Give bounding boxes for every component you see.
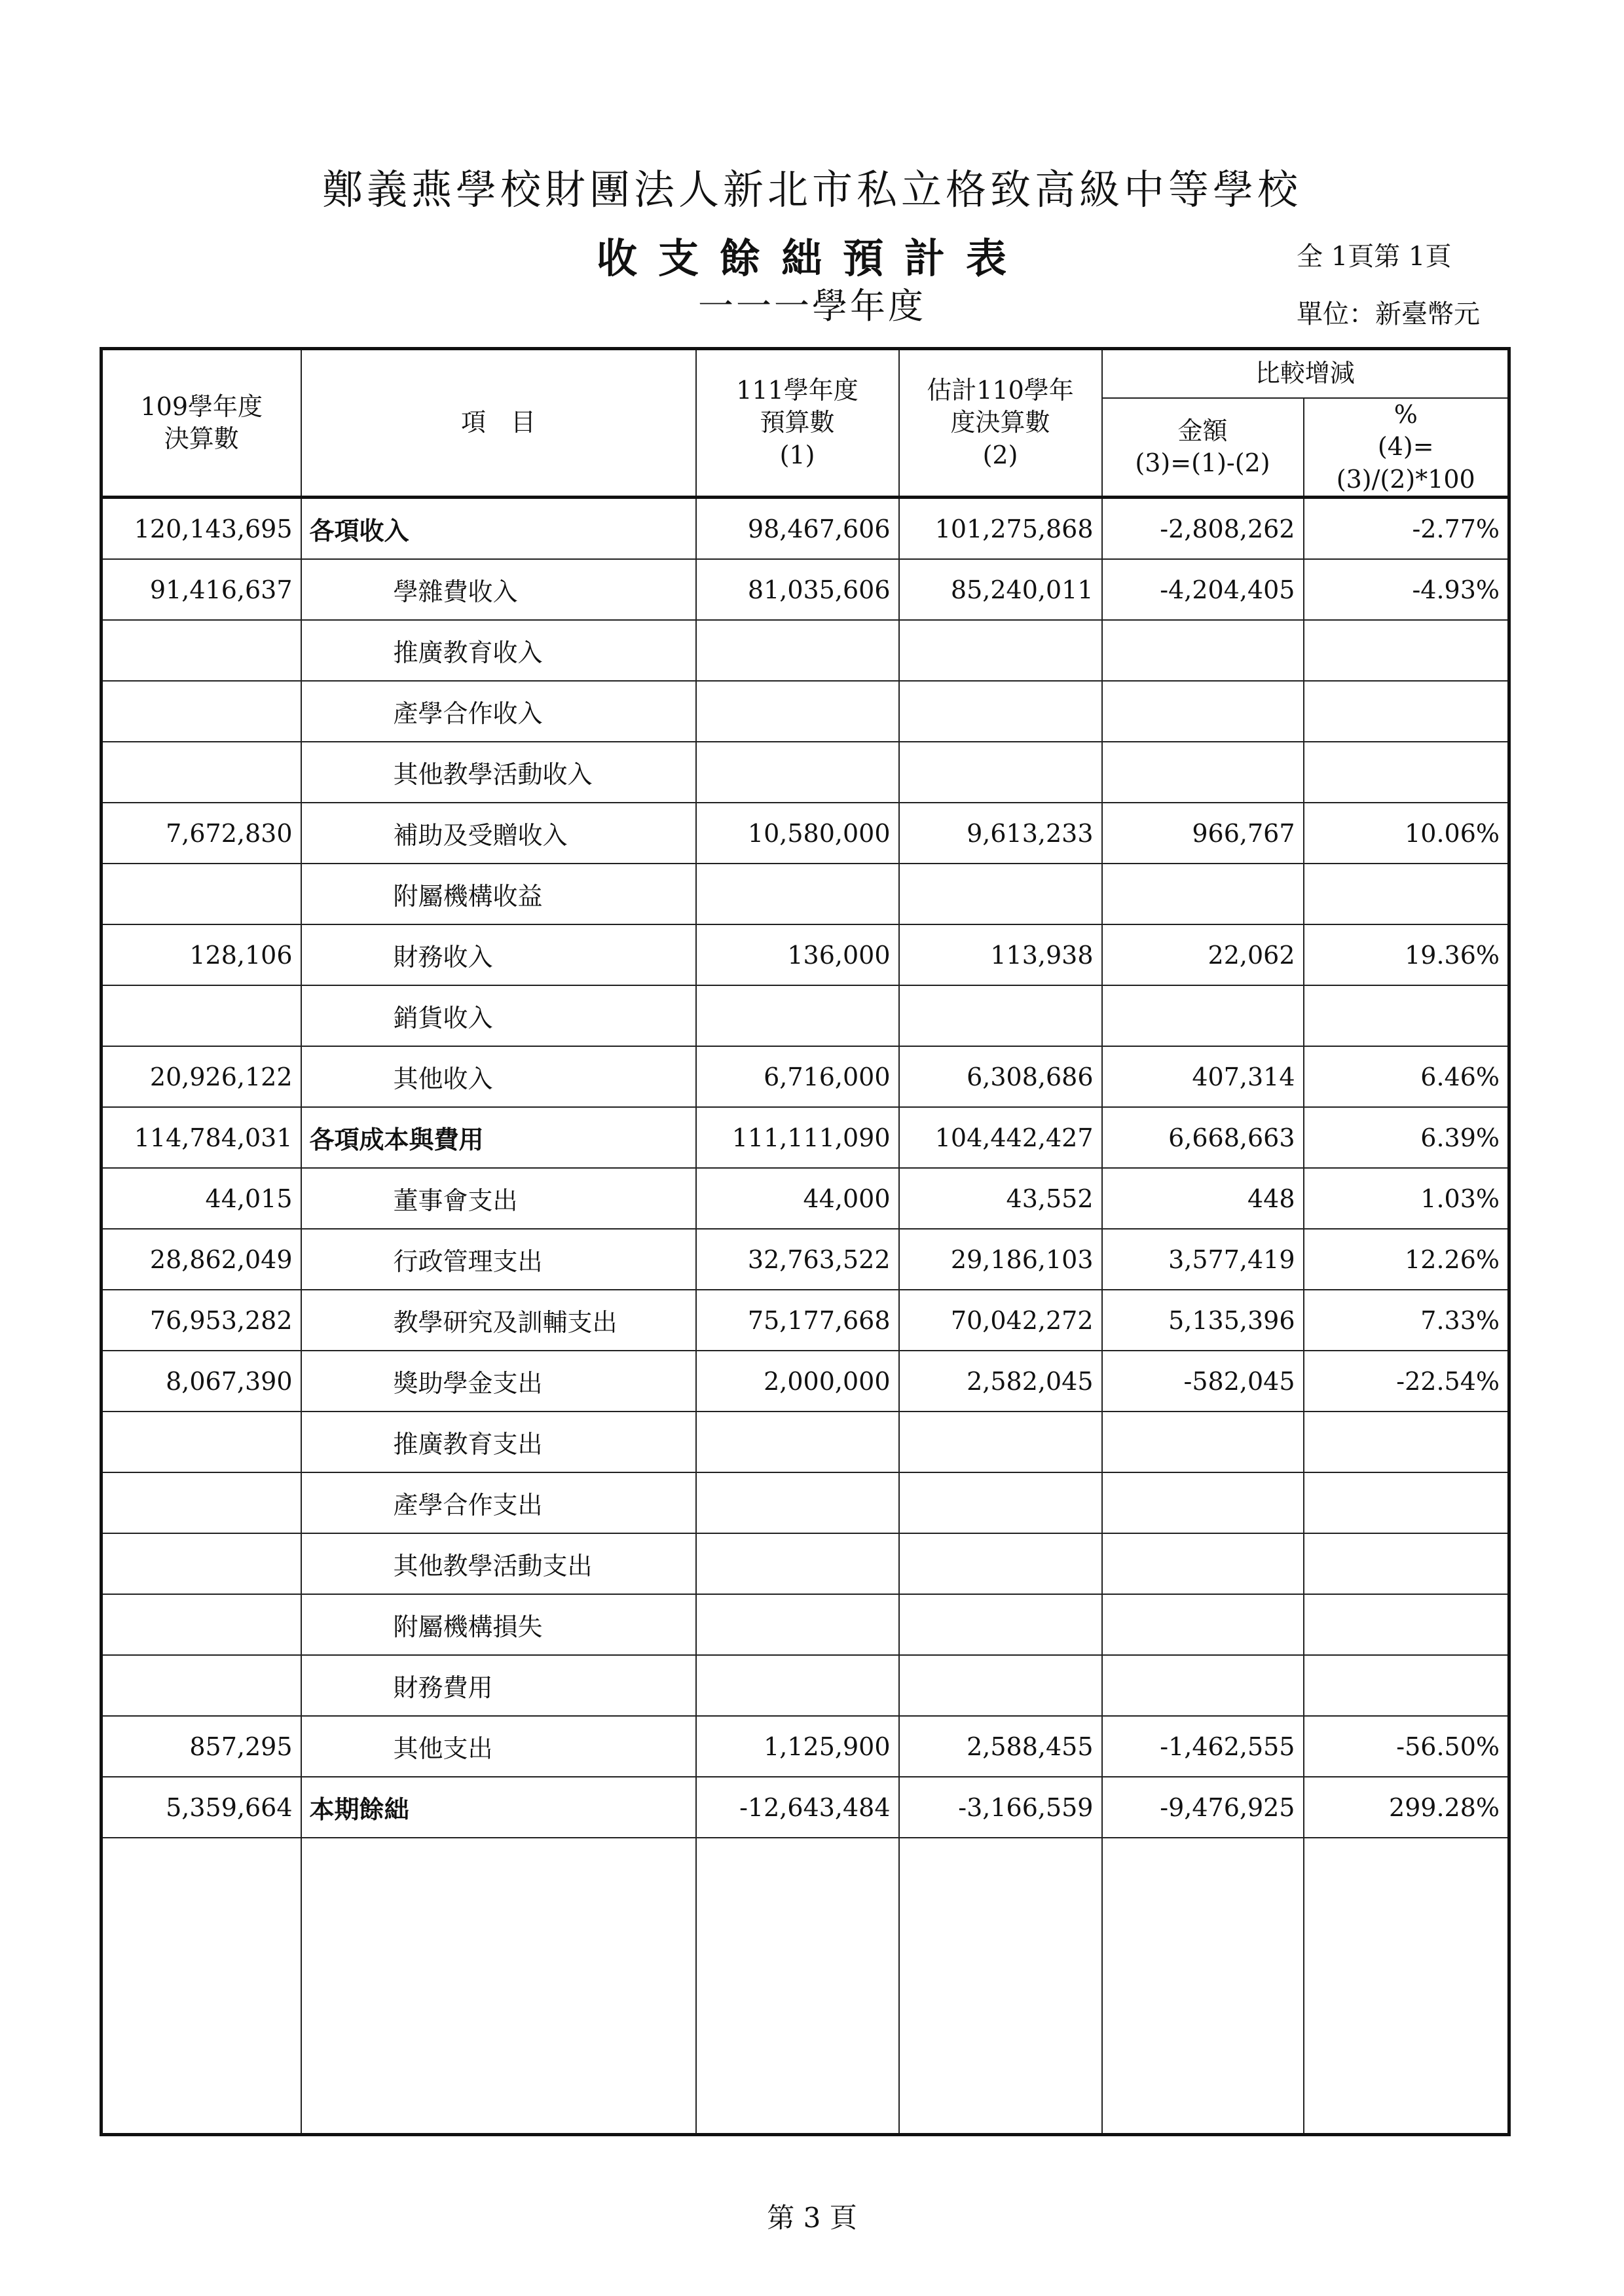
cell-budget: 32,763,522 xyxy=(696,1229,899,1290)
cell-prev-year-actual: 76,953,282 xyxy=(101,1290,301,1351)
cell-prev-year-actual xyxy=(101,1412,301,1472)
cell-budget xyxy=(696,1594,899,1655)
cell-change-percent xyxy=(1304,742,1509,803)
cell-change-amount xyxy=(1102,681,1304,742)
table-row xyxy=(101,1472,1509,1533)
header-amount: 金額 (3)=(1)-(2) xyxy=(1102,398,1304,498)
cell-estimate xyxy=(899,1655,1102,1716)
cell-estimate: 43,552 xyxy=(899,1168,1102,1229)
cell-prev-year-actual xyxy=(101,1655,301,1716)
cell-estimate: -3,166,559 xyxy=(899,1777,1102,1838)
cell-budget: 98,467,606 xyxy=(696,498,899,560)
cell-budget: -12,643,484 xyxy=(696,1777,899,1838)
cell-change-percent xyxy=(1304,620,1509,681)
cell-change-amount: -1,462,555 xyxy=(1102,1716,1304,1777)
table-row xyxy=(101,1351,1509,1412)
cell-change-amount xyxy=(1102,1594,1304,1655)
page-indicator: 全 1頁第 1頁 xyxy=(1297,242,1452,272)
cell-budget xyxy=(696,1472,899,1533)
cell-item: 其他教學活動收入 xyxy=(301,742,696,803)
cell-change-percent xyxy=(1304,985,1509,1046)
empty-cell xyxy=(1102,1838,1304,2135)
cell-estimate: 85,240,011 xyxy=(899,559,1102,620)
cell-item: 附屬機構收益 xyxy=(301,864,696,924)
cell-change-amount: 448 xyxy=(1102,1168,1304,1229)
cell-change-amount: -582,045 xyxy=(1102,1351,1304,1412)
header-prev-year-actual: 109學年度 決算數 xyxy=(101,349,301,498)
cell-prev-year-actual xyxy=(101,985,301,1046)
cell-budget xyxy=(696,985,899,1046)
cell-estimate xyxy=(899,1594,1102,1655)
cell-change-percent xyxy=(1304,1594,1509,1655)
cell-estimate: 113,938 xyxy=(899,924,1102,985)
cell-change-percent xyxy=(1304,1655,1509,1716)
table-header xyxy=(101,349,1509,498)
cell-change-amount: -2,808,262 xyxy=(1102,498,1304,560)
budget-table xyxy=(100,347,1511,2136)
table-row xyxy=(101,1046,1509,1107)
cell-estimate: 101,275,868 xyxy=(899,498,1102,560)
cell-budget xyxy=(696,1533,899,1594)
header-estimate: 估計110學年 度決算數 (2) xyxy=(899,349,1102,498)
cell-estimate: 29,186,103 xyxy=(899,1229,1102,1290)
cell-item: 教學研究及訓輔支出 xyxy=(301,1290,696,1351)
empty-cell xyxy=(101,1838,301,2135)
cell-change-amount: 407,314 xyxy=(1102,1046,1304,1107)
header-percent: % (4)=(3)/(2)*100 xyxy=(1304,398,1509,498)
cell-change-percent: 19.36% xyxy=(1304,924,1509,985)
table-row xyxy=(101,681,1509,742)
cell-item: 其他教學活動支出 xyxy=(301,1533,696,1594)
cell-estimate xyxy=(899,1533,1102,1594)
cell-prev-year-actual: 28,862,049 xyxy=(101,1229,301,1290)
cell-estimate: 9,613,233 xyxy=(899,803,1102,864)
table-row xyxy=(101,1655,1509,1716)
cell-change-amount xyxy=(1102,985,1304,1046)
table-row xyxy=(101,1777,1509,1838)
cell-item: 其他支出 xyxy=(301,1716,696,1777)
cell-estimate xyxy=(899,742,1102,803)
cell-item: 各項收入 xyxy=(301,498,696,560)
cell-change-percent xyxy=(1304,1533,1509,1594)
table-row xyxy=(101,1533,1509,1594)
cell-change-amount: 966,767 xyxy=(1102,803,1304,864)
table-row xyxy=(101,1168,1509,1229)
cell-change-percent xyxy=(1304,681,1509,742)
cell-item: 推廣教育收入 xyxy=(301,620,696,681)
cell-budget xyxy=(696,1655,899,1716)
table-row xyxy=(101,498,1509,560)
cell-item: 財務收入 xyxy=(301,924,696,985)
cell-item: 補助及受贈收入 xyxy=(301,803,696,864)
cell-prev-year-actual xyxy=(101,742,301,803)
currency-unit-label: 單位：新臺幣元 xyxy=(1297,299,1480,329)
cell-prev-year-actual: 128,106 xyxy=(101,924,301,985)
table-row xyxy=(101,1412,1509,1472)
cell-change-amount xyxy=(1102,1412,1304,1472)
cell-item: 行政管理支出 xyxy=(301,1229,696,1290)
empty-cell xyxy=(301,1838,696,2135)
cell-item: 產學合作收入 xyxy=(301,681,696,742)
cell-prev-year-actual xyxy=(101,1472,301,1533)
cell-change-amount xyxy=(1102,742,1304,803)
cell-estimate xyxy=(899,864,1102,924)
cell-estimate: 2,582,045 xyxy=(899,1351,1102,1412)
table-row xyxy=(101,620,1509,681)
cell-prev-year-actual: 8,067,390 xyxy=(101,1351,301,1412)
report-title: 收支餘絀預計表 xyxy=(596,234,1027,282)
cell-change-percent xyxy=(1304,1472,1509,1533)
cell-budget xyxy=(696,681,899,742)
cell-estimate xyxy=(899,681,1102,742)
table-row xyxy=(101,559,1509,620)
fiscal-year-label: 一一一學年度 xyxy=(698,285,926,327)
header-budget: 111學年度 預算數 (1) xyxy=(696,349,899,498)
table-row xyxy=(101,1290,1509,1351)
cell-item: 各項成本與費用 xyxy=(301,1107,696,1168)
org-title: 鄭義燕學校財團法人新北市私立格致高級中等學校 xyxy=(322,166,1302,213)
cell-change-amount xyxy=(1102,1533,1304,1594)
cell-estimate: 70,042,272 xyxy=(899,1290,1102,1351)
table-row xyxy=(101,864,1509,924)
footer-page-number: 第 3 頁 xyxy=(767,2202,857,2234)
cell-budget: 111,111,090 xyxy=(696,1107,899,1168)
cell-item: 獎助學金支出 xyxy=(301,1351,696,1412)
cell-item: 財務費用 xyxy=(301,1655,696,1716)
cell-change-amount: -4,204,405 xyxy=(1102,559,1304,620)
cell-budget xyxy=(696,1412,899,1472)
cell-budget: 6,716,000 xyxy=(696,1046,899,1107)
cell-estimate xyxy=(899,620,1102,681)
cell-change-percent: 6.39% xyxy=(1304,1107,1509,1168)
cell-change-amount: 3,577,419 xyxy=(1102,1229,1304,1290)
cell-budget: 44,000 xyxy=(696,1168,899,1229)
cell-change-amount xyxy=(1102,1472,1304,1533)
cell-item: 銷貨收入 xyxy=(301,985,696,1046)
cell-budget xyxy=(696,742,899,803)
cell-estimate xyxy=(899,1472,1102,1533)
table-row xyxy=(101,924,1509,985)
cell-change-percent: 10.06% xyxy=(1304,803,1509,864)
cell-change-percent: 7.33% xyxy=(1304,1290,1509,1351)
cell-budget: 2,000,000 xyxy=(696,1351,899,1412)
cell-change-percent xyxy=(1304,1412,1509,1472)
cell-item: 推廣教育支出 xyxy=(301,1412,696,1472)
cell-prev-year-actual xyxy=(101,1594,301,1655)
cell-change-amount xyxy=(1102,864,1304,924)
cell-estimate: 6,308,686 xyxy=(899,1046,1102,1107)
cell-item: 學雜費收入 xyxy=(301,559,696,620)
cell-prev-year-actual: 120,143,695 xyxy=(101,498,301,560)
table-row xyxy=(101,985,1509,1046)
empty-cell xyxy=(899,1838,1102,2135)
cell-change-percent: -2.77% xyxy=(1304,498,1509,560)
header-compare: 比較增減 xyxy=(1102,349,1509,399)
cell-change-percent xyxy=(1304,864,1509,924)
cell-budget: 81,035,606 xyxy=(696,559,899,620)
cell-prev-year-actual: 5,359,664 xyxy=(101,1777,301,1838)
table-row xyxy=(101,742,1509,803)
table-row xyxy=(101,1107,1509,1168)
cell-budget: 75,177,668 xyxy=(696,1290,899,1351)
cell-estimate: 2,588,455 xyxy=(899,1716,1102,1777)
table-row-blank xyxy=(101,1838,1509,2135)
cell-estimate: 104,442,427 xyxy=(899,1107,1102,1168)
table-row xyxy=(101,803,1509,864)
cell-change-percent: 6.46% xyxy=(1304,1046,1509,1107)
cell-item: 董事會支出 xyxy=(301,1168,696,1229)
cell-change-percent: -22.54% xyxy=(1304,1351,1509,1412)
cell-change-amount xyxy=(1102,1655,1304,1716)
cell-budget xyxy=(696,620,899,681)
table-body xyxy=(101,498,1509,2135)
cell-change-percent: 1.03% xyxy=(1304,1168,1509,1229)
cell-item: 其他收入 xyxy=(301,1046,696,1107)
cell-prev-year-actual: 91,416,637 xyxy=(101,559,301,620)
header-item: 項 目 xyxy=(301,349,696,498)
table-row xyxy=(101,1229,1509,1290)
cell-prev-year-actual: 857,295 xyxy=(101,1716,301,1777)
cell-change-amount: 5,135,396 xyxy=(1102,1290,1304,1351)
cell-item: 附屬機構損失 xyxy=(301,1594,696,1655)
cell-change-percent: -56.50% xyxy=(1304,1716,1509,1777)
empty-cell xyxy=(696,1838,899,2135)
cell-change-amount xyxy=(1102,620,1304,681)
cell-change-percent: 299.28% xyxy=(1304,1777,1509,1838)
cell-change-percent: -4.93% xyxy=(1304,559,1509,620)
cell-prev-year-actual xyxy=(101,620,301,681)
cell-change-percent: 12.26% xyxy=(1304,1229,1509,1290)
cell-change-amount: -9,476,925 xyxy=(1102,1777,1304,1838)
cell-item: 產學合作支出 xyxy=(301,1472,696,1533)
empty-cell xyxy=(1304,1838,1509,2135)
cell-prev-year-actual: 7,672,830 xyxy=(101,803,301,864)
cell-estimate xyxy=(899,985,1102,1046)
cell-prev-year-actual: 20,926,122 xyxy=(101,1046,301,1107)
cell-change-amount: 6,668,663 xyxy=(1102,1107,1304,1168)
table-row xyxy=(101,1716,1509,1777)
cell-prev-year-actual: 114,784,031 xyxy=(101,1107,301,1168)
cell-prev-year-actual xyxy=(101,864,301,924)
cell-item: 本期餘絀 xyxy=(301,1777,696,1838)
cell-budget xyxy=(696,864,899,924)
cell-prev-year-actual: 44,015 xyxy=(101,1168,301,1229)
cell-prev-year-actual xyxy=(101,1533,301,1594)
table-row xyxy=(101,1594,1509,1655)
cell-budget: 10,580,000 xyxy=(696,803,899,864)
cell-budget: 136,000 xyxy=(696,924,899,985)
cell-change-amount: 22,062 xyxy=(1102,924,1304,985)
cell-prev-year-actual xyxy=(101,681,301,742)
cell-budget: 1,125,900 xyxy=(696,1716,899,1777)
cell-estimate xyxy=(899,1412,1102,1472)
